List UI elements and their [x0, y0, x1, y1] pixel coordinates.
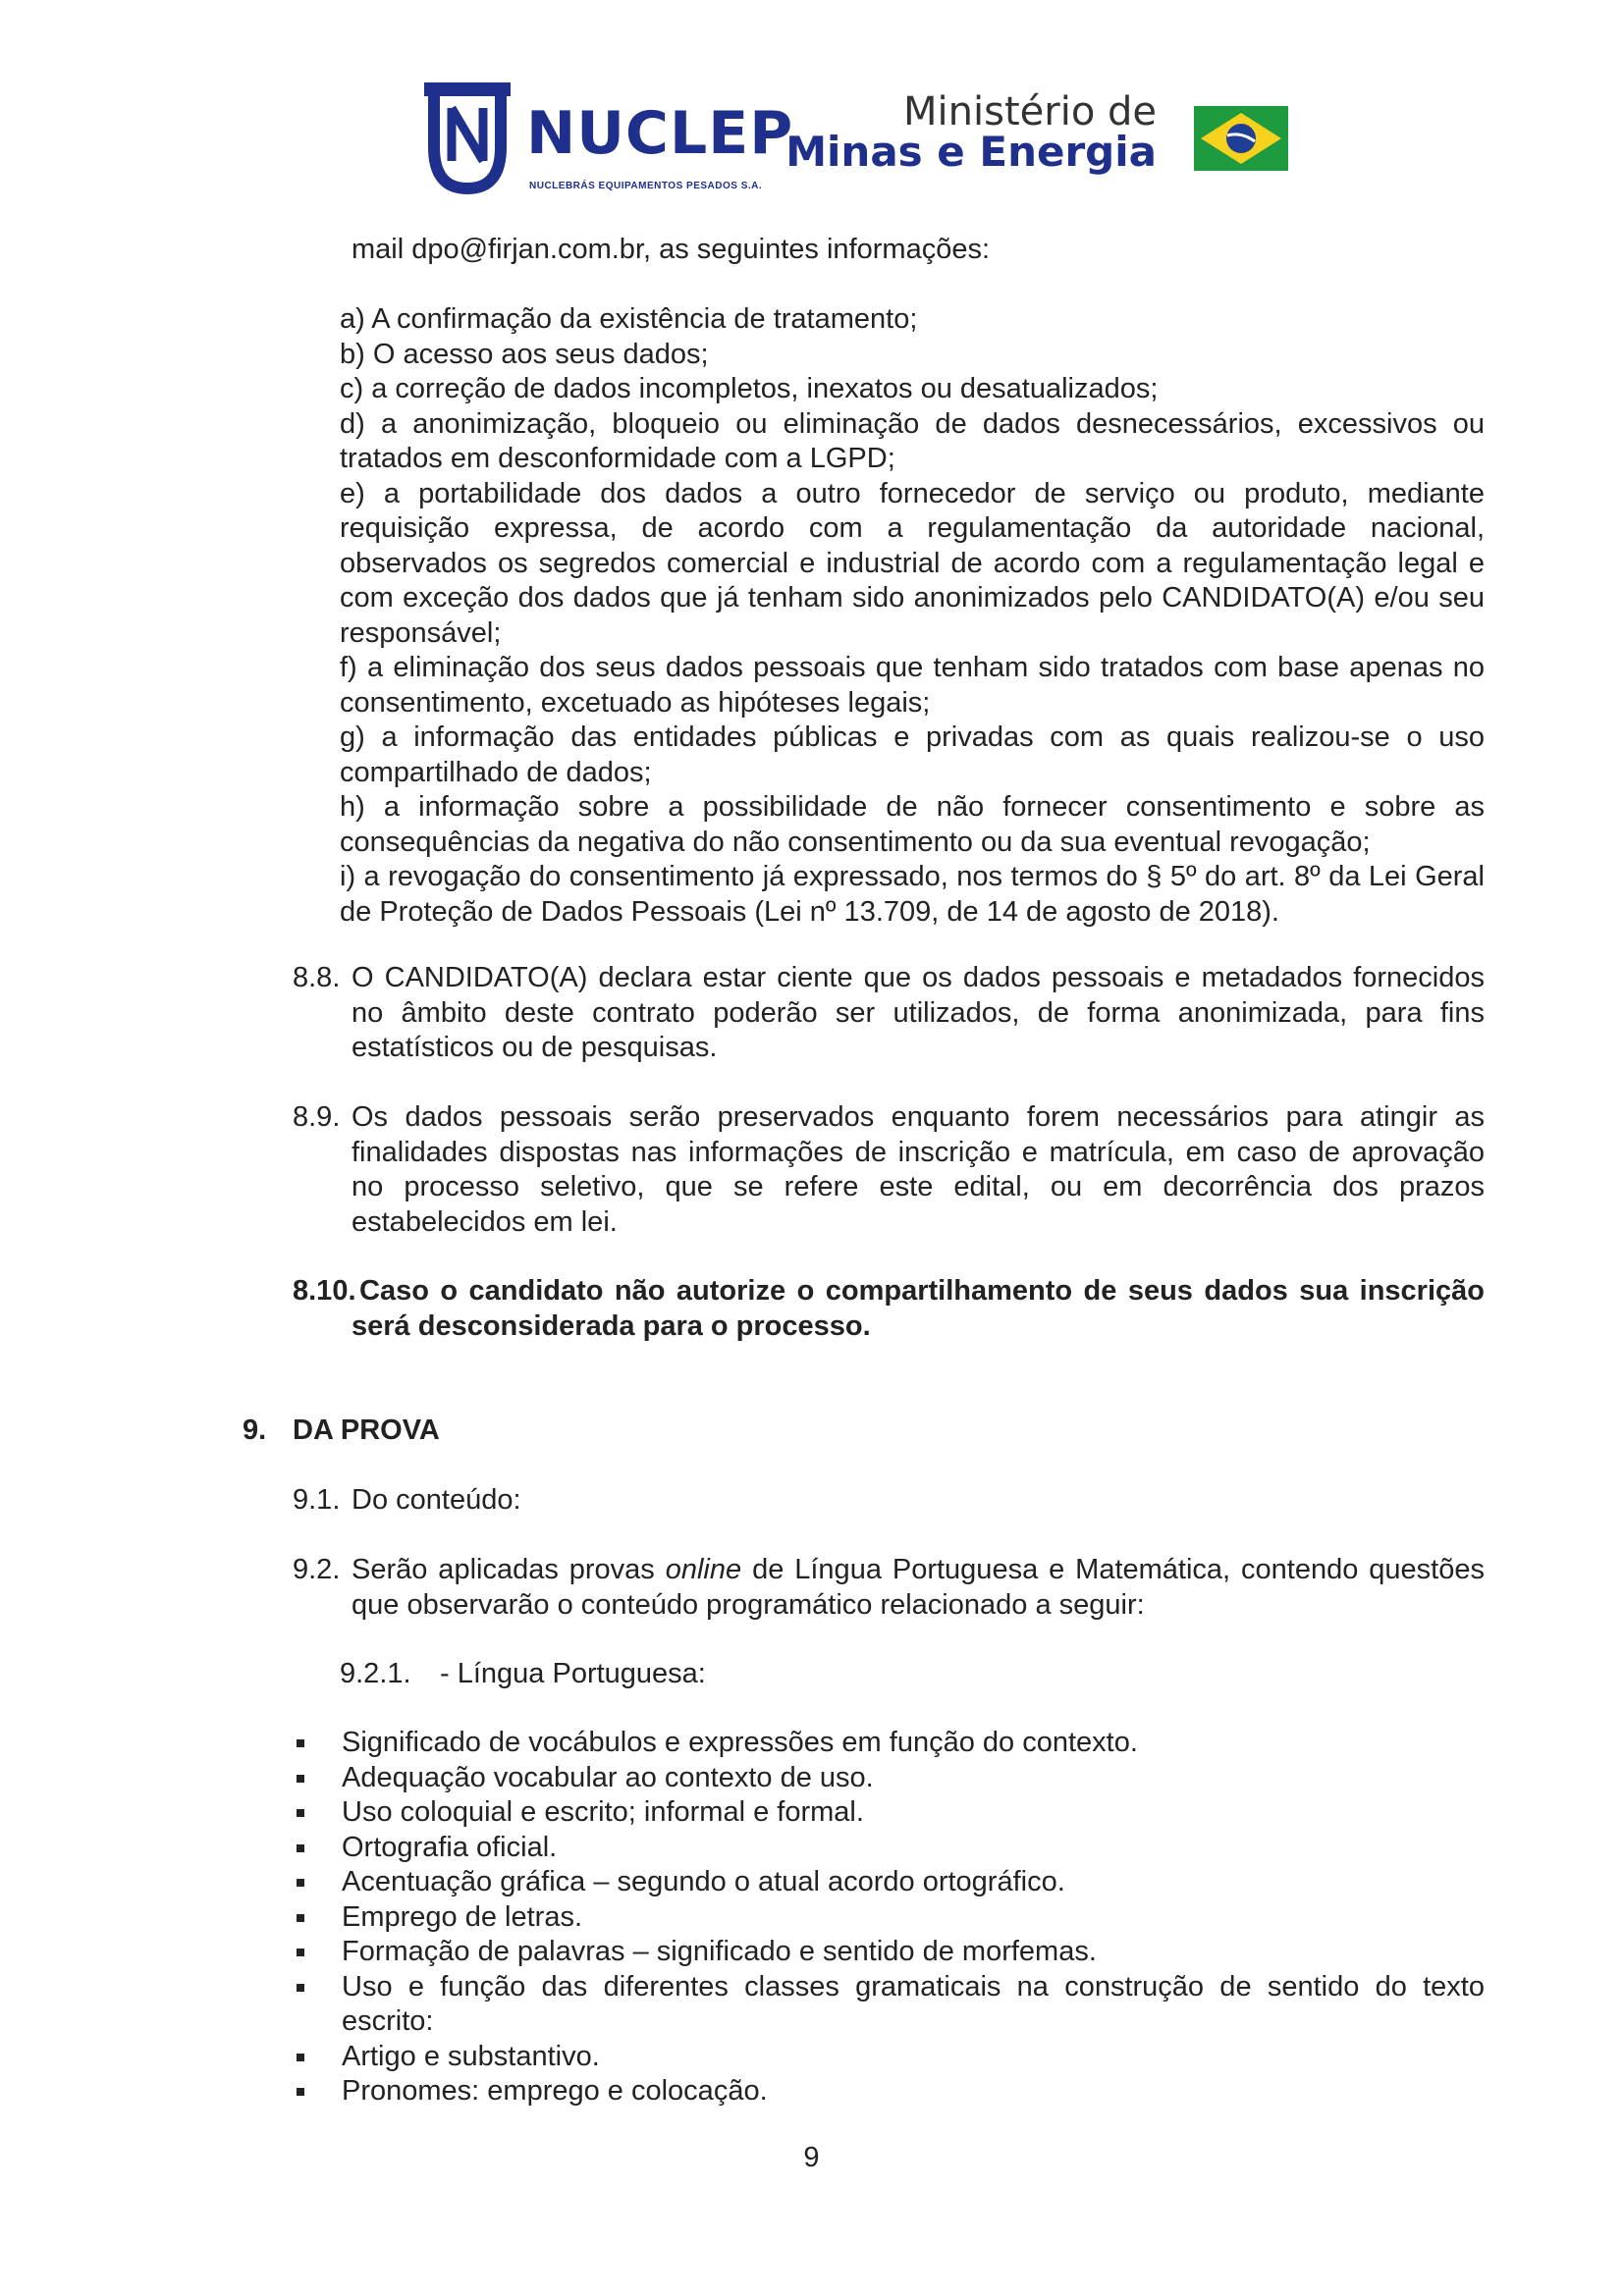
- topic-item: Pronomes: emprego e colocação.: [285, 2074, 1485, 2109]
- right-item-h: h) a informação sobre a possibilidade de não fornecer consentimento e sobre as consequências da negativa do não consentimento ou da sua eventual revogação;: [340, 791, 1485, 858]
- bullet-square-icon: [297, 1775, 304, 1783]
- nuclep-logo-text: NUCLEP: [526, 99, 794, 168]
- section-9-1-text: Do conteúdo:: [352, 1484, 521, 1516]
- section-9-2-number: 9.2.: [293, 1554, 341, 1585]
- intro-line: mail dpo@firjan.com.br, as seguintes informações:: [352, 234, 991, 265]
- brazil-flag-icon: [1194, 106, 1288, 171]
- rights-list: [340, 302, 1485, 930]
- section-9-1-number: 9.1.: [293, 1484, 341, 1516]
- section-8-8-text: O CANDIDATO(A) declara estar ciente que os dados pessoais e metadados fornecidos no âmbito deste contrato poderão ser utilizados, de forma anonimizada, para fins estatísticos ou de pesquisas.: [352, 962, 1485, 1063]
- bullet-square-icon: [297, 1914, 304, 1922]
- ministry-name-line1: Ministério de: [903, 89, 1157, 134]
- bullet-square-icon: [297, 1879, 304, 1887]
- right-item-d: d) a anonimização, bloqueio ou eliminação de dados desnecessários, excessivos ou tratados em desconformidade com a LGPD;: [340, 407, 1485, 474]
- section-9-title: DA PROVA: [293, 1415, 440, 1446]
- right-item-c: c) a correção de dados incompletos, inexatos ou desatualizados;: [340, 373, 1159, 404]
- bullet-square-icon: [297, 2088, 304, 2096]
- bullet-square-icon: [297, 1949, 304, 1956]
- topic-item: Artigo e substantivo.: [285, 2040, 1485, 2075]
- section-8-9-number: 8.9.: [293, 1101, 341, 1133]
- section-9-2-text: Serão aplicadas provas online de Língua Portuguesa e Matemática, contendo questões que observarão o conteúdo programático relacionado a seguir:: [352, 1554, 1485, 1621]
- section-9-number: 9.: [243, 1415, 267, 1446]
- bullet-square-icon: [297, 1809, 304, 1817]
- section-8-8-number: 8.8.: [293, 962, 341, 993]
- right-item-a: a) A confirmação da existência de tratamento;: [340, 303, 918, 335]
- section-8-10-number: 8.10.: [293, 1275, 356, 1307]
- topic-item: Ortografia oficial.: [285, 1831, 1485, 1866]
- topic-item: Significado de vocábulos e expressões em função do contexto.: [285, 1726, 1485, 1761]
- topic-item: Uso e função das diferentes classes gramaticais na construção de sentido do texto escrito:: [285, 1970, 1485, 2040]
- nuclep-emblem-icon: [424, 79, 511, 196]
- page-header: [424, 79, 1288, 206]
- right-item-e: e) a portabilidade dos dados a outro fornecedor de serviço ou produto, mediante requisição expressa, de acordo com a regulamentação da autoridade nacional, observados os segredos comercial e industrial de acordo com a regulamentação legal e com exceção dos dados que já tenham sido anonimizados pelo CANDIDATO(A) e/ou seu responsável;: [340, 477, 1485, 649]
- bullet-square-icon: [297, 1739, 304, 1747]
- portuguese-topics-list: [285, 1726, 1485, 2109]
- online-word: online: [665, 1554, 742, 1585]
- right-item-b: b) O acesso aos seus dados;: [340, 338, 709, 370]
- ministry-name-line2: Minas e Energia: [785, 128, 1157, 176]
- topic-item: Adequação vocabular ao contexto de uso.: [285, 1761, 1485, 1796]
- right-item-g: g) a informação das entidades públicas e privadas com as quais realizou-se o uso compartilhado de dados;: [340, 721, 1485, 788]
- section-9-2-1-number: 9.2.1.: [340, 1658, 411, 1689]
- topic-item: Emprego de letras.: [285, 1900, 1485, 1936]
- topic-item: Uso coloquial e escrito; informal e formal.: [285, 1795, 1485, 1831]
- right-item-i: i) a revogação do consentimento já expressado, nos termos do § 5º do art. 8º da Lei Geral de Proteção de Dados Pessoais (Lei nº 13.709, de 14 de agosto de 2018).: [340, 861, 1485, 928]
- right-item-f: f) a eliminação dos seus dados pessoais que tenham sido tratados com base apenas no consentimento, excetuado as hipóteses legais;: [340, 652, 1485, 719]
- topic-item: Formação de palavras – significado e sentido de morfemas.: [285, 1935, 1485, 1970]
- bullet-square-icon: [297, 1984, 304, 1992]
- nuclep-logo-subtitle: NUCLEBRÁS EQUIPAMENTOS PESADOS S.A.: [529, 181, 763, 191]
- section-9-2-1-text: - Língua Portuguesa:: [440, 1658, 706, 1689]
- section-8-10-text: Caso o candidato não autorize o compartilhamento de seus dados sua inscrição será desconsiderada para o processo.: [352, 1275, 1485, 1342]
- bullet-square-icon: [297, 1844, 304, 1852]
- page-number: 9: [803, 2142, 820, 2173]
- topic-item: Acentuação gráfica – segundo o atual acordo ortográfico.: [285, 1865, 1485, 1900]
- section-8-9-text: Os dados pessoais serão preservados enquanto forem necessários para atingir as finalidades dispostas nas informações de inscrição e matrícula, em caso de aprovação no processo seletivo, que se refere este edital, ou em decorrência dos prazos estabelecidos em lei.: [352, 1101, 1485, 1238]
- bullet-square-icon: [297, 2054, 304, 2061]
